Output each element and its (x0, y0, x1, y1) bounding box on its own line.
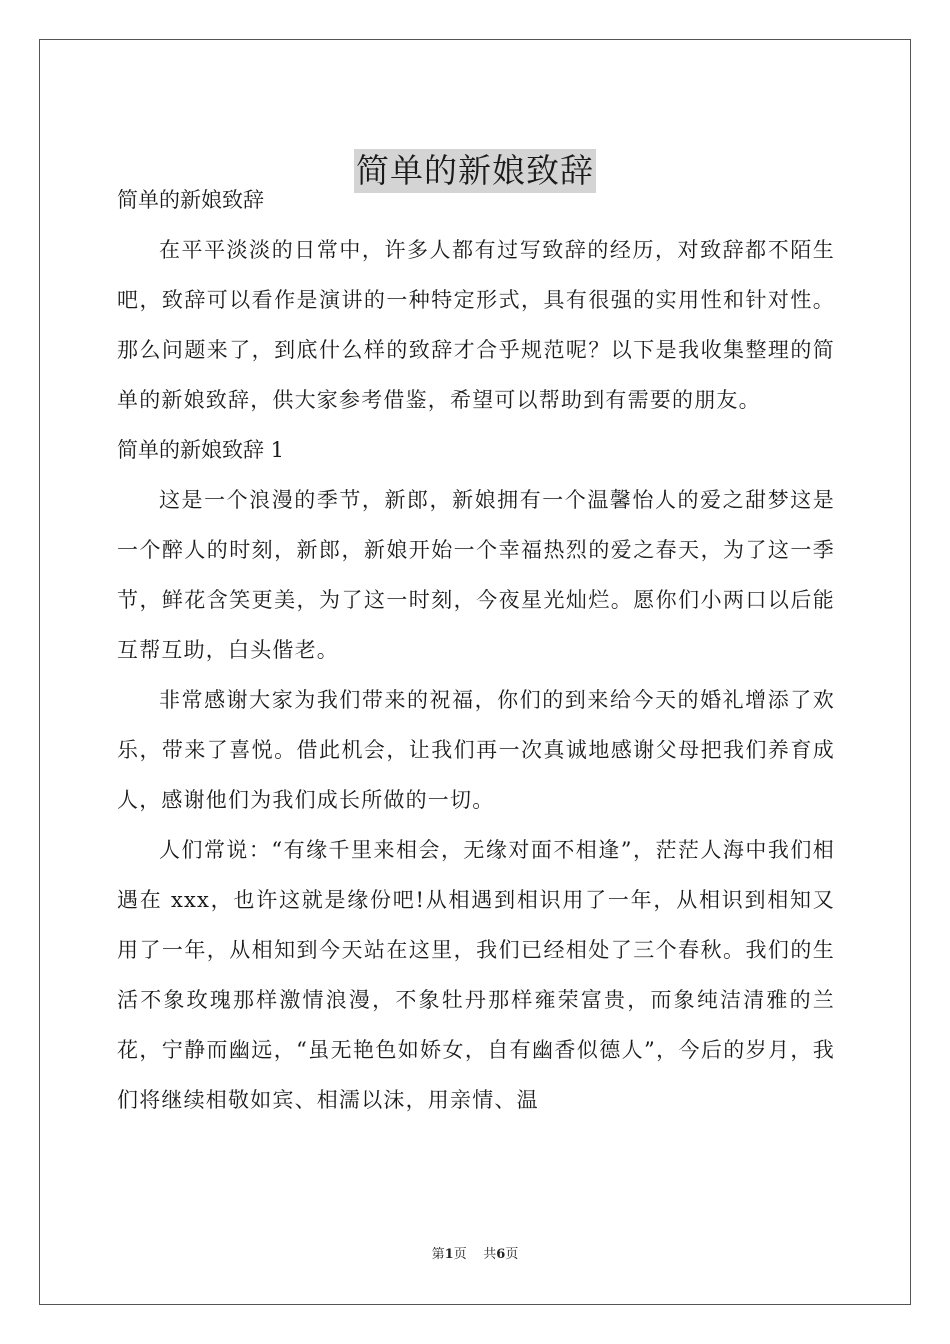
intro-paragraph: 在平平淡淡的日常中，许多人都有过写致辞的经历，对致辞都不陌生吧，致辞可以看作是演讲的一种特定形式，具有很强的实用性和针对性。那么问题来了，到底什么样的致辞才合乎规范呢？以下是我收集整理的简单的新娘致辞，供大家参考借鉴，希望可以帮助到有需要的朋友。 (117, 238, 835, 412)
body-paragraph-2: 非常感谢大家为我们带来的祝福，你们的到来给今天的婚礼增添了欢乐，带来了喜悦。借此机会，让我们再一次真诚地感谢父母把我们养育成人，感谢他们为我们成长所做的一切。 (117, 688, 835, 812)
body-paragraph-1: 这是一个浪漫的季节，新郎，新娘拥有一个温馨怡人的爱之甜梦这是一个醉人的时刻，新郎，新娘开始一个幸福热烈的爱之春天，为了这一季节，鲜花含笑更美，为了这一时刻，今夜星光灿烂。愿你们小两口以后能互帮互助，白头偕老。 (117, 488, 835, 662)
total-pages: 6 (496, 1247, 506, 1262)
total-prefix: 共 (483, 1247, 497, 1262)
document-body (117, 175, 835, 1125)
page-suffix: 页 (453, 1247, 467, 1262)
section-heading: 简单的新娘致辞 1 (117, 438, 285, 462)
page-footer (0, 1246, 950, 1264)
body-paragraph-3: 人们常说：“有缘千里来相会，无缘对面不相逢”，茫茫人海中我们相遇在 xxx，也许这就是缘份吧!从相遇到相识用了一年，从相识到相知又用了一年，从相知到今天站在这里，我们已经相处了三个春秋。我们的生活不象玫瑰那样激情浪漫，不象牡丹那样雍荣富贵，而象纯洁清雅的兰花，宁静而幽远，“虽无艳色如娇女，自有幽香似德人”，今后的岁月，我们将继续相敬如宾、相濡以沫，用亲情、温 (117, 838, 835, 1112)
document-title: 简单的新娘致辞 (354, 149, 596, 193)
total-suffix: 页 (505, 1247, 519, 1262)
page-prefix: 第 (431, 1247, 445, 1262)
document-subtitle: 简单的新娘致辞 (117, 188, 264, 212)
page-number: 1 (444, 1247, 454, 1262)
